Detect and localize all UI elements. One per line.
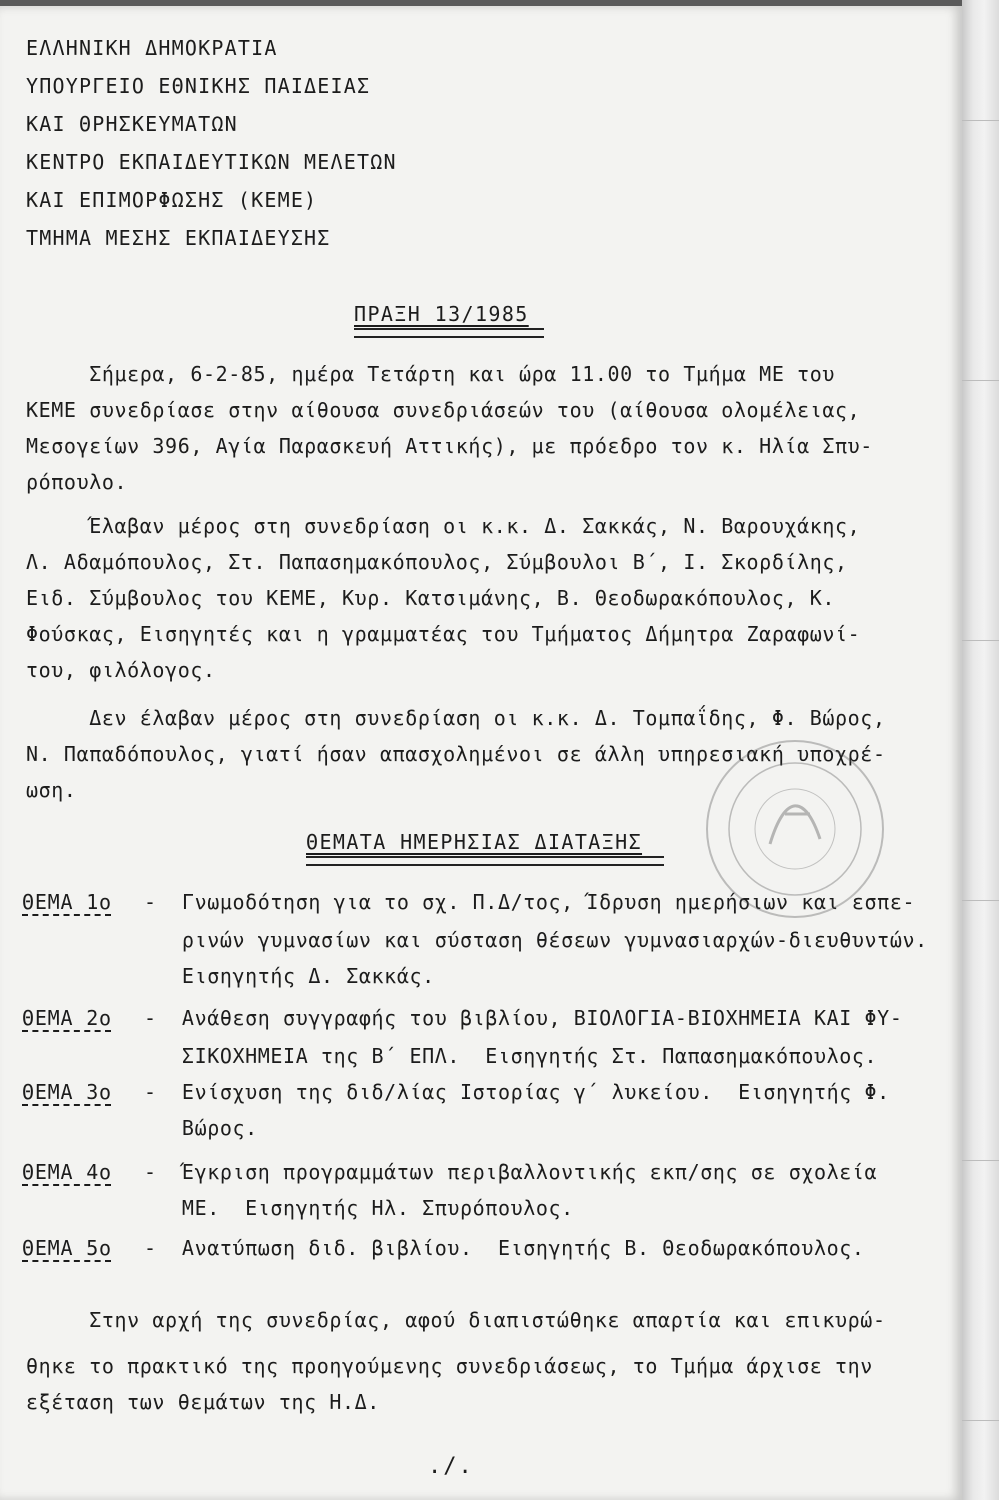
agenda-item-line: - Έγκριση προγραμμάτων περιβαλλοντικής εκπ/σης σε σχολεία [144, 1160, 878, 1184]
agenda-item-line: Βώρος. [144, 1116, 258, 1140]
body-line: Ειδ. Σύμβουλος του ΚΕΜΕ, Κυρ. Κατσιμάνης, Β. Θεοδωρακόπουλος, Κ. [26, 586, 836, 610]
agenda-item-line: - Ανάθεση συγγραφής του βιβλίου, ΒΙΟΛΟΓΙΑ-ΒΙΟΧΗΜΕΙΑ ΚΑΙ ΦΥ- [144, 1006, 903, 1030]
agenda-item-label: ΘΕΜΑ 1ο [22, 890, 112, 914]
agenda-item-label: ΘΕΜΑ 5ο [22, 1236, 112, 1260]
letterhead-line: ΚΕΝΤΡΟ ΕΚΠΑΙΔΕΥΤΙΚΩΝ ΜΕΛΕΤΩΝ [26, 150, 397, 174]
agenda-item-label: ΘΕΜΑ 3ο [22, 1080, 112, 1104]
body-line: του, φιλόλογος. [26, 658, 216, 682]
book-page-edge [962, 0, 999, 1500]
body-line: Σήμερα, 6-2-85, ημέρα Τετάρτη και ώρα 11.00 το Τμήμα ΜΕ του [26, 362, 836, 386]
agenda-item-line: - Ανατύπωση διδ. βιβλίου. Εισηγητής Β. Θεοδωρακόπουλος. [144, 1236, 865, 1260]
agenda-title-double-underline [306, 856, 664, 866]
letterhead-line: ΥΠΟΥΡΓΕΙΟ ΕΘΝΙΚΗΣ ΠΑΙΔΕΙΑΣ [26, 74, 371, 98]
agenda-item-line: ΣΙΚΟΧΗΜΕΙΑ της Β΄ ΕΠΛ. Εισηγητής Στ. Παπασημακόπουλος. [144, 1044, 878, 1068]
document-page [0, 6, 962, 1500]
act-title: ΠΡΑΞΗ 13/1985 [354, 302, 529, 326]
agenda-item-line: - Γνωμοδότηση για το σχ. Π.Δ/τος, Ίδρυση ημερήσιων και εσπε- [144, 890, 916, 914]
letterhead-line: ΕΛΛΗΝΙΚΗ ΔΗΜΟΚΡΑΤΙΑ [26, 36, 278, 60]
body-line: Δεν έλαβαν μέρος στη συνεδρίαση οι κ.κ. Δ. Τομπαΐδης, Φ. Βώρος, [26, 706, 886, 730]
body-line: ΚΕΜΕ συνεδρίασε στην αίθουσα συνεδριάσεών του (αίθουσα ολομέλειας, [26, 398, 861, 422]
official-seal [690, 734, 900, 924]
body-line: εξέταση των θεμάτων της Η.Δ. [26, 1390, 380, 1414]
page-continuation-mark: ./. [428, 1454, 474, 1479]
body-line: Μεσογείων 396, Αγία Παρασκευή Αττικής), με πρόεδρο τον κ. Ηλία Σπυ- [26, 434, 873, 458]
title-double-underline [354, 328, 544, 338]
agenda-item-line: ΜΕ. Εισηγητής Ηλ. Σπυρόπουλος. [144, 1196, 574, 1220]
agenda-item-line: - Ενίσχυση της διδ/λίας Ιστορίας γ΄ λυκείου. Εισηγητής Φ. [144, 1080, 890, 1104]
letterhead-line: ΚΑΙ ΕΠΙΜΟΡΦΩΣΗΣ (ΚΕΜΕ) [26, 188, 318, 212]
agenda-item-label: ΘΕΜΑ 2ο [22, 1006, 112, 1030]
agenda-item-line: ρινών γυμνασίων και σύσταση θέσεων γυμνασιαρχών-διευθυντών. [144, 928, 928, 952]
body-line: ωση. [26, 778, 77, 802]
body-line: Λ. Αδαμόπουλος, Στ. Παπασημακόπουλος, Σύμβουλοι Β΄, Ι. Σκορδίλης, [26, 550, 848, 574]
body-line: Έλαβαν μέρος στη συνεδρίαση οι κ.κ. Δ. Σακκάς, Ν. Βαρουχάκης, [26, 514, 861, 538]
body-line: θηκε το πρακτικό της προηγούμενης συνεδριάσεως, το Τμήμα άρχισε την [26, 1354, 873, 1378]
body-line: Στην αρχή της συνεδρίας, αφού διαπιστώθηκε απαρτία και επικυρώ- [26, 1308, 886, 1332]
body-line: ρόπουλο. [26, 470, 128, 494]
letterhead-line: ΤΜΗΜΑ ΜΕΣΗΣ ΕΚΠΑΙΔΕΥΣΗΣ [26, 226, 331, 250]
agenda-item-label: ΘΕΜΑ 4ο [22, 1160, 112, 1184]
body-line: Ν. Παπαδόπουλος, γιατί ήσαν απασχολημένοι σε άλλη υπηρεσιακή υποχρέ- [26, 742, 886, 766]
agenda-item-line: Εισηγητής Δ. Σακκάς. [144, 964, 435, 988]
body-line: Φούσκας, Εισηγητές και η γραμματέας του Τμήματος Δήμητρα Ζαραφωνί- [26, 622, 861, 646]
agenda-title: ΘΕΜΑΤΑ ΗΜΕΡΗΣΙΑΣ ΔΙΑΤΑΞΗΣ [306, 830, 643, 854]
letterhead-line: ΚΑΙ ΘΡΗΣΚΕΥΜΑΤΩΝ [26, 112, 238, 136]
